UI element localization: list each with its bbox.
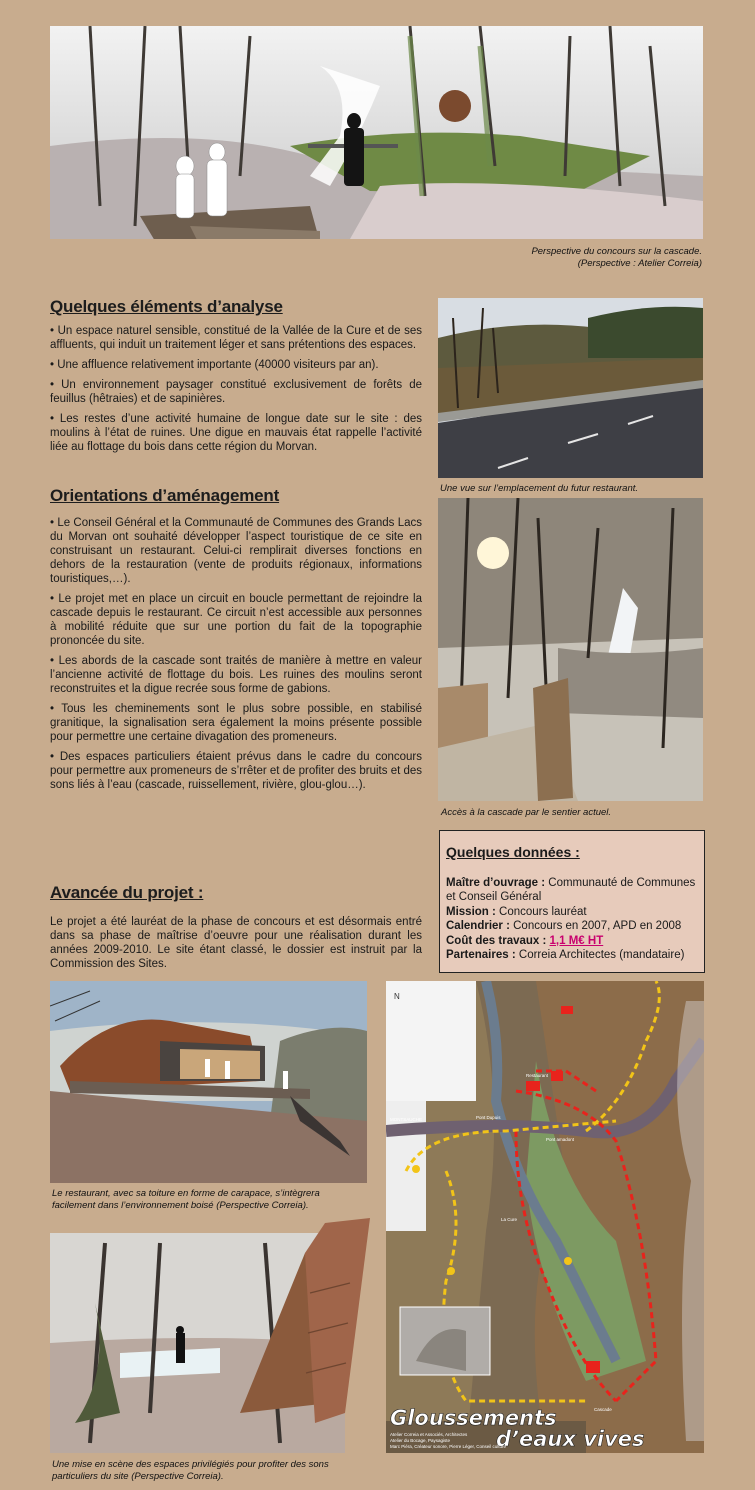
analyse-heading: Quelques éléments d’analyse: [50, 297, 283, 316]
avancee-text: Le projet a été lauréat de la phase de concours et est désormais entré dans sa phase de maîtrise d’oeuvre pour une réalisation durant les années 2009-2010. Le site étant classé, le dossier est instruit par la Commission des Sites.: [50, 916, 422, 970]
hero-perspective-image: [50, 26, 703, 239]
map-label-pont-amadont: Pont amadont: [546, 1137, 575, 1142]
analyse-item: • Un espace naturel sensible, constitué de la Vallée de la Cure et de ses affluents, qui induit un traitement léger et sans prétentions des espaces.: [50, 325, 422, 351]
map-label-restaurant: Restaurant: [526, 1073, 549, 1078]
orientations-item: • Les abords de la cascade sont traités de manière à mettre en valeur l’ancienne activité de flottage du bois. Les ruines des moulins seront reconstruites et la digue recrée sous forme de gabions.: [50, 655, 422, 695]
map-credit-line2: Atelier du Bocage, Paysagiste: [390, 1438, 451, 1443]
data-row-cout: Coût des travaux : 1,1 M€ HT: [446, 934, 604, 947]
analyse-item: • Les restes d’une activité humaine de longue date sur le site : des moulins à l’état de ruines. Une digue en mauvais état rappelle l’activité liée au flottage du bois dans cette région du Morvan.: [50, 413, 422, 453]
data-row-maitre: Maître d’ouvrage : Communauté de Communes et Conseil Général: [446, 876, 696, 903]
orientations-item: • Le projet met en place un circuit en boucle permettant de rejoindre la cascade depuis le restaurant. Ce circuit n’est accessible aux personnes à mobilité réduite que sur une portion du fait de la topographie prononcée du site.: [50, 593, 422, 647]
restaurant-caption-line1: Le restaurant, avec sa toiture en forme de carapace, s’intègrera: [52, 1188, 320, 1199]
restaurant-caption: [52, 1188, 372, 1212]
data-row-mission: Mission : Concours lauréat: [446, 905, 587, 918]
map-north-arrow: N: [394, 992, 400, 1001]
cascade-path-photo: [438, 498, 703, 801]
analyse-list: [50, 324, 422, 460]
site-plan-map: [386, 981, 704, 1453]
project-data-box: [439, 830, 705, 973]
map-title-line1: Gloussements: [390, 1406, 557, 1430]
data-box-title: Quelques données :: [446, 844, 580, 860]
data-row-partenaires: Partenaires : Correia Architectes (mandataire): [446, 949, 685, 961]
orientations-heading: Orientations d’aménagement: [50, 486, 280, 505]
map-label-montsauche: MONTSAUCHE: [390, 1117, 423, 1122]
map-label-pont-dupuis: Pont Dupuis: [476, 1115, 501, 1120]
orientations-list: [50, 516, 422, 798]
road-caption: Une vue sur l’emplacement du futur restaurant.: [440, 483, 639, 494]
sound-space-caption: [52, 1459, 372, 1483]
road-photo: [438, 298, 703, 478]
map-label-cascade: Cascade: [594, 1407, 612, 1412]
map-credit-line1: Atelier Correia et Associés, Architectes: [390, 1432, 468, 1437]
orientations-item: • Le Conseil Général et la Communauté de Communes des Grands Lacs du Morvan ont souhaité développer l’aspect touristique de ce site en construisant un restaurant. Celui-ci remplirait diverses fonctions en dehors de la restauration (vente de produits régionaux, informations touristiques,…).: [50, 517, 422, 585]
map-label-la-cure: La Cure: [501, 1217, 518, 1222]
sound-space-caption-line1: Une mise en scène des espaces privilégiés pour profiter des sons: [52, 1459, 329, 1470]
restaurant-caption-line2: facilement dans l’environnement boisé (Perspective Correia).: [52, 1200, 309, 1211]
hero-caption: [470, 246, 702, 270]
hero-caption-line2: (Perspective : Atelier Correia): [577, 258, 702, 269]
orientations-item: • Tous les cheminements sont le plus sobre possible, en stabilisé granitique, la signalisation sera également la moins présente possible pour permettre une certaine divagation des promeneurs.: [50, 703, 422, 743]
avancee-heading: Avancée du projet :: [50, 883, 204, 902]
analyse-item: • Un environnement paysager constitué exclusivement de forêts de feuillus (hêtraies) et de sapinières.: [50, 379, 422, 405]
orientations-item: • Des espaces particuliers étaient prévus dans le cadre du concours pour permettre aux promeneurs de s’rrêter et de profiter des bruits et des sons liés à l’eau (cascade, ruissellement, rivière, glou-glou…).: [50, 751, 423, 791]
restaurant-perspective-image: [50, 981, 367, 1183]
map-credit-line3: Marc Piéra, Créateur sonore, Pierre Léger, Conseil culture: [390, 1444, 507, 1449]
sound-space-perspective-image: [50, 1213, 380, 1453]
cost-value: 1,1 M€ HT: [549, 934, 604, 947]
cascade-path-caption: Accès à la cascade par le sentier actuel.: [441, 807, 612, 818]
sound-space-caption-line2: particuliers du site (Perspective Correia).: [52, 1471, 224, 1482]
hero-caption-line1: Perspective du concours sur la cascade.: [531, 246, 702, 257]
map-title-line2: d’eaux vives: [496, 1427, 645, 1451]
analyse-item: • Une affluence relativement importante (40000 visiteurs par an).: [50, 359, 379, 371]
data-row-calendrier: Calendrier : Concours en 2007, APD en 2008: [446, 920, 682, 932]
